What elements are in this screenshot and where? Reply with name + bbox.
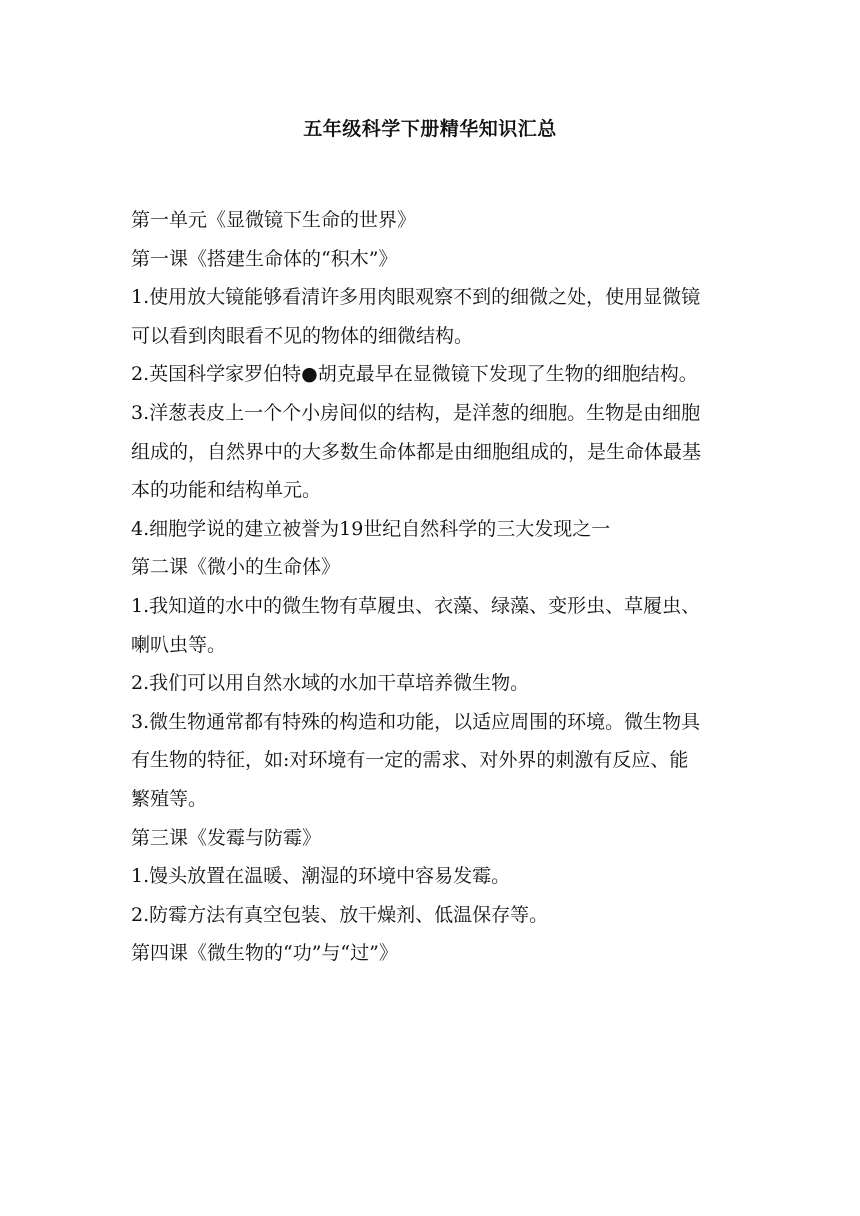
paragraph-line: 有生物的特征，如:对环境有一定的需求、对外界的刺激有反应、能 — [131, 749, 689, 772]
paragraph-line: 4.细胞学说的建立被誉为19世纪自然科学的三大发现之一 — [131, 517, 611, 540]
lesson-heading: 第二课《微小的生命体》 — [131, 556, 341, 579]
paragraph-line: 1.馒头放置在温暖、潮湿的环境中容易发霉。 — [131, 865, 511, 888]
paragraph-line: 喇叭虫等。 — [131, 633, 227, 656]
lesson-heading: 第一课《搭建生命体的“积木”》 — [131, 247, 398, 270]
paragraph-line: 2.英国科学家罗伯特●胡克最早在显微镜下发现了生物的细胞结构。 — [131, 363, 698, 386]
paragraph-line: 2.我们可以用自然水域的水加干草培养微生物。 — [131, 672, 530, 695]
paragraph-line: 本的功能和结构单元。 — [131, 479, 322, 502]
paragraph-line: 3.洋葱表皮上一个个小房间似的结构，是洋葱的细胞。生物是由细胞 — [131, 401, 701, 424]
paragraph-line: 1.使用放大镜能够看清许多用肉眼观察不到的细微之处，使用显微镜 — [131, 286, 701, 309]
document-body — [131, 201, 731, 973]
paragraph-line: 3.微生物通常都有特殊的构造和功能，以适应周围的环境。微生物具 — [131, 710, 701, 733]
paragraph-line: 2.防霉方法有真空包装、放干燥剂、低温保存等。 — [131, 903, 549, 926]
paragraph-line: 组成的，自然界中的大多数生命体都是由细胞组成的，是生命体最基 — [131, 440, 702, 463]
paragraph-line: 1.我知道的水中的微生物有草履虫、衣藻、绿藻、变形虫、草履虫、 — [131, 594, 701, 617]
paragraph-line: 繁殖等。 — [131, 787, 208, 810]
unit-heading: 第一单元《显微镜下生命的世界》 — [131, 209, 417, 231]
lesson-heading: 第四课《微生物的“功”与“过”》 — [131, 942, 398, 965]
lesson-heading: 第三课《发霉与防霉》 — [131, 826, 322, 849]
paragraph-line: 可以看到肉眼看不见的物体的细微结构。 — [131, 324, 474, 347]
document-title: 五年级科学下册精华知识汇总 — [303, 118, 557, 140]
